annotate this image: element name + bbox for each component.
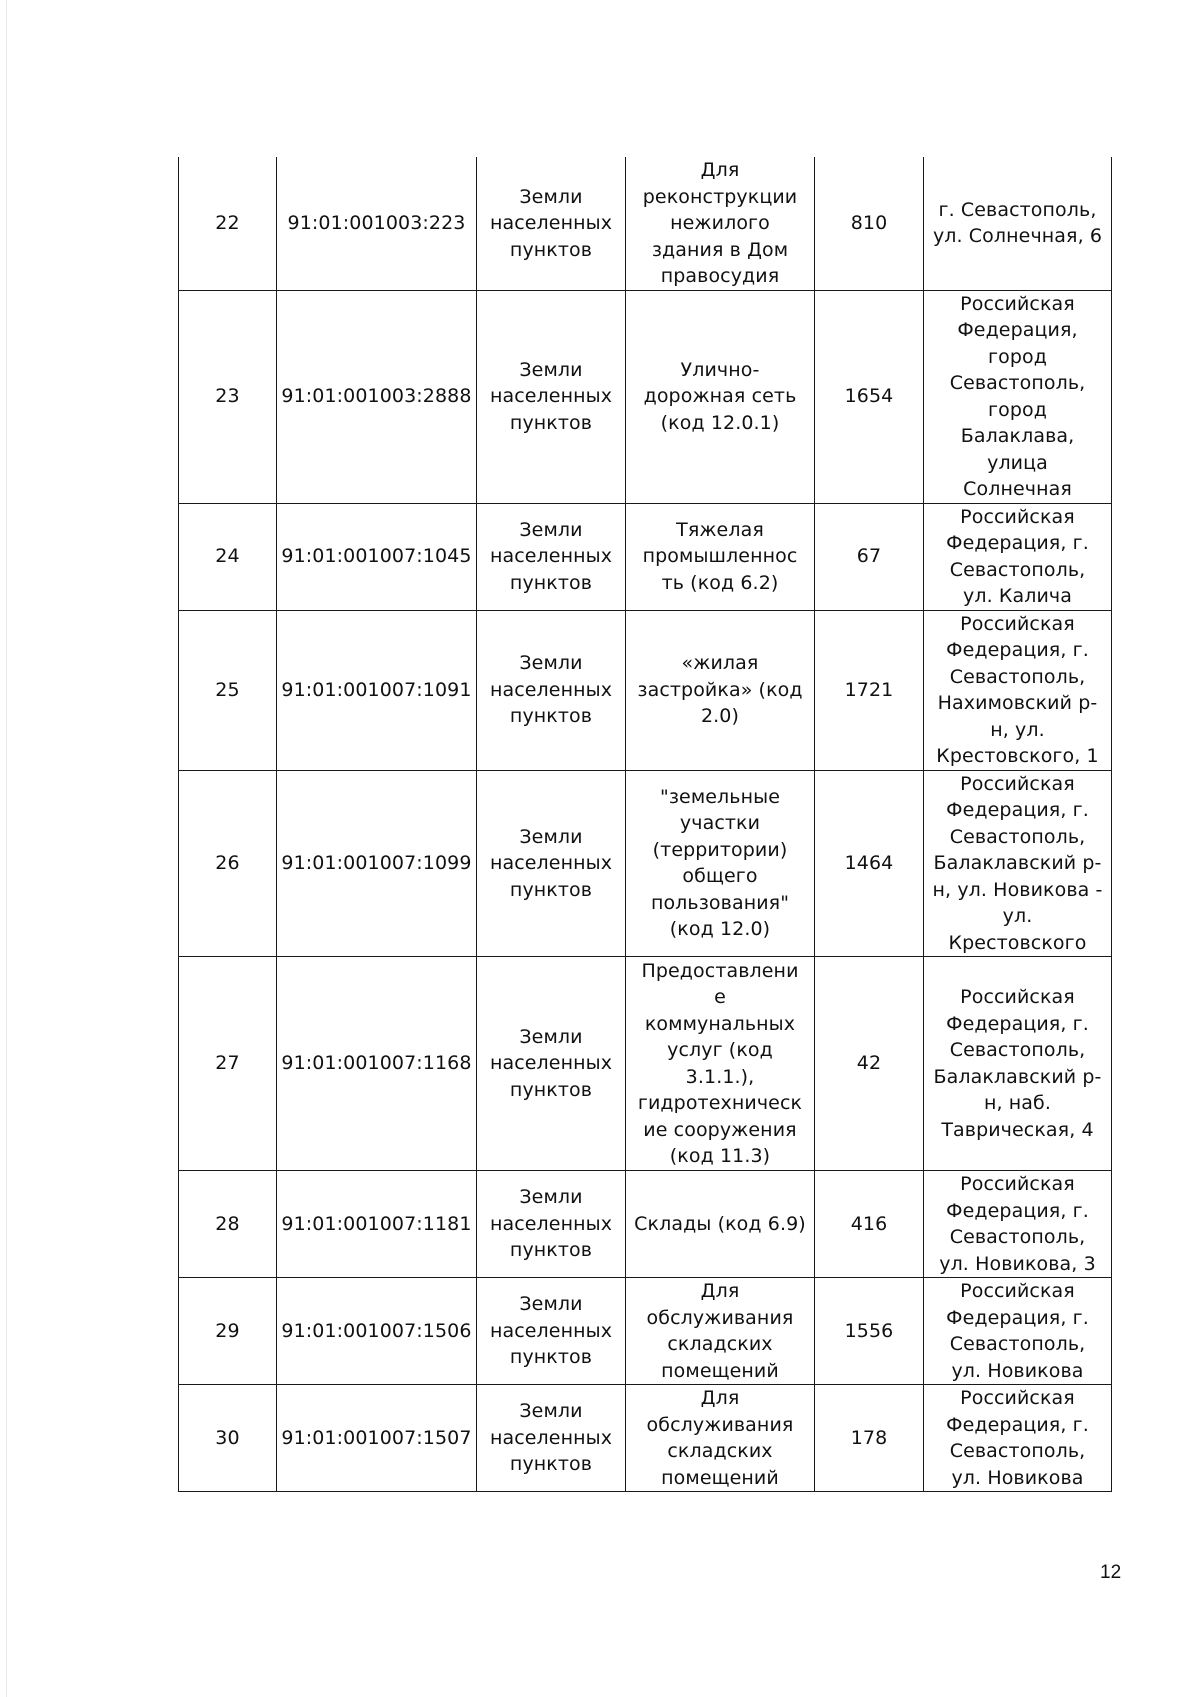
address-cell: Российская Федерация, г. Севастополь, Балаклавский р- н, наб. Таврическая, 4 [924, 957, 1112, 1171]
scan-edge-left [6, 0, 7, 1697]
table-row [179, 290, 1112, 503]
permitted-use-cell: Склады (код 6.9) [626, 1171, 815, 1278]
table-row [179, 957, 1112, 1171]
permitted-use-cell: Для обслуживания складских помещений [626, 1385, 815, 1492]
row-number-cell: 29 [179, 1278, 277, 1385]
land-category-cell: Земли населенных пунктов [477, 1171, 626, 1278]
cadastral-number-cell: 91:01:001007:1181 [277, 1171, 477, 1278]
land-category-cell: Земли населенных пунктов [477, 957, 626, 1171]
land-category-cell: Земли населенных пунктов [477, 1278, 626, 1385]
area-cell: 178 [815, 1385, 924, 1492]
table-row [179, 1278, 1112, 1385]
area-cell: 1721 [815, 610, 924, 770]
cadastral-number-cell: 91:01:001007:1099 [277, 770, 477, 957]
cadastral-number-cell: 91:01:001007:1168 [277, 957, 477, 1171]
table-row [179, 610, 1112, 770]
address-cell: Российская Федерация, г. Севастополь, Нахимовский р- н, ул. Крестовского, 1 [924, 610, 1112, 770]
table-row [179, 1385, 1112, 1492]
area-cell: 1556 [815, 1278, 924, 1385]
table-row [179, 770, 1112, 957]
cadastral-number-cell: 91:01:001007:1091 [277, 610, 477, 770]
address-cell: Российская Федерация, г. Севастополь, ул. Новикова, 3 [924, 1171, 1112, 1278]
row-number-cell: 25 [179, 610, 277, 770]
area-cell: 1654 [815, 290, 924, 503]
table-body [179, 157, 1112, 1492]
row-number-cell: 24 [179, 503, 277, 610]
table-row [179, 1171, 1112, 1278]
row-number-cell: 22 [179, 157, 277, 290]
row-number-cell: 26 [179, 770, 277, 957]
cadastral-number-cell: 91:01:001007:1045 [277, 503, 477, 610]
land-category-cell: Земли населенных пунктов [477, 770, 626, 957]
address-cell: Российская Федерация, г. Севастополь, Балаклавский р- н, ул. Новикова - ул. Крестовского [924, 770, 1112, 957]
row-number-cell: 30 [179, 1385, 277, 1492]
permitted-use-cell: Тяжелая промышленнос ть (код 6.2) [626, 503, 815, 610]
permitted-use-cell: "земельные участки (территории) общего пользования" (код 12.0) [626, 770, 815, 957]
area-cell: 416 [815, 1171, 924, 1278]
address-cell: Российская Федерация, город Севастополь, город Балаклава, улица Солнечная [924, 290, 1112, 503]
address-cell: Российская Федерация, г. Севастополь, ул. Новикова [924, 1385, 1112, 1492]
land-category-cell: Земли населенных пунктов [477, 503, 626, 610]
permitted-use-cell: Для обслуживания складских помещений [626, 1278, 815, 1385]
cadastral-number-cell: 91:01:001003:2888 [277, 290, 477, 503]
cadastral-number-cell: 91:01:001007:1507 [277, 1385, 477, 1492]
permitted-use-cell: Улично- дорожная сеть (код 12.0.1) [626, 290, 815, 503]
table-row [179, 157, 1112, 290]
cadastral-number-cell: 91:01:001003:223 [277, 157, 477, 290]
row-number-cell: 23 [179, 290, 277, 503]
permitted-use-cell: Для реконструкции нежилого здания в Дом правосудия [626, 157, 815, 290]
address-cell: г. Севастополь, ул. Солнечная, 6 [924, 157, 1112, 290]
row-number-cell: 28 [179, 1171, 277, 1278]
area-cell: 1464 [815, 770, 924, 957]
page-number: 12 [1100, 1562, 1122, 1583]
land-plots-table [178, 157, 1112, 1492]
land-category-cell: Земли населенных пунктов [477, 610, 626, 770]
area-cell: 810 [815, 157, 924, 290]
table-row [179, 503, 1112, 610]
cadastral-number-cell: 91:01:001007:1506 [277, 1278, 477, 1385]
permitted-use-cell: Предоставлени е коммунальных услуг (код 3.1.1.), гидротехническ ие сооружения (код 11.3) [626, 957, 815, 1171]
land-category-cell: Земли населенных пунктов [477, 1385, 626, 1492]
area-cell: 67 [815, 503, 924, 610]
land-category-cell: Земли населенных пунктов [477, 290, 626, 503]
area-cell: 42 [815, 957, 924, 1171]
address-cell: Российская Федерация, г. Севастополь, ул. Новикова [924, 1278, 1112, 1385]
address-cell: Российская Федерация, г. Севастополь, ул. Калича [924, 503, 1112, 610]
row-number-cell: 27 [179, 957, 277, 1171]
permitted-use-cell: «жилая застройка» (код 2.0) [626, 610, 815, 770]
land-category-cell: Земли населенных пунктов [477, 157, 626, 290]
